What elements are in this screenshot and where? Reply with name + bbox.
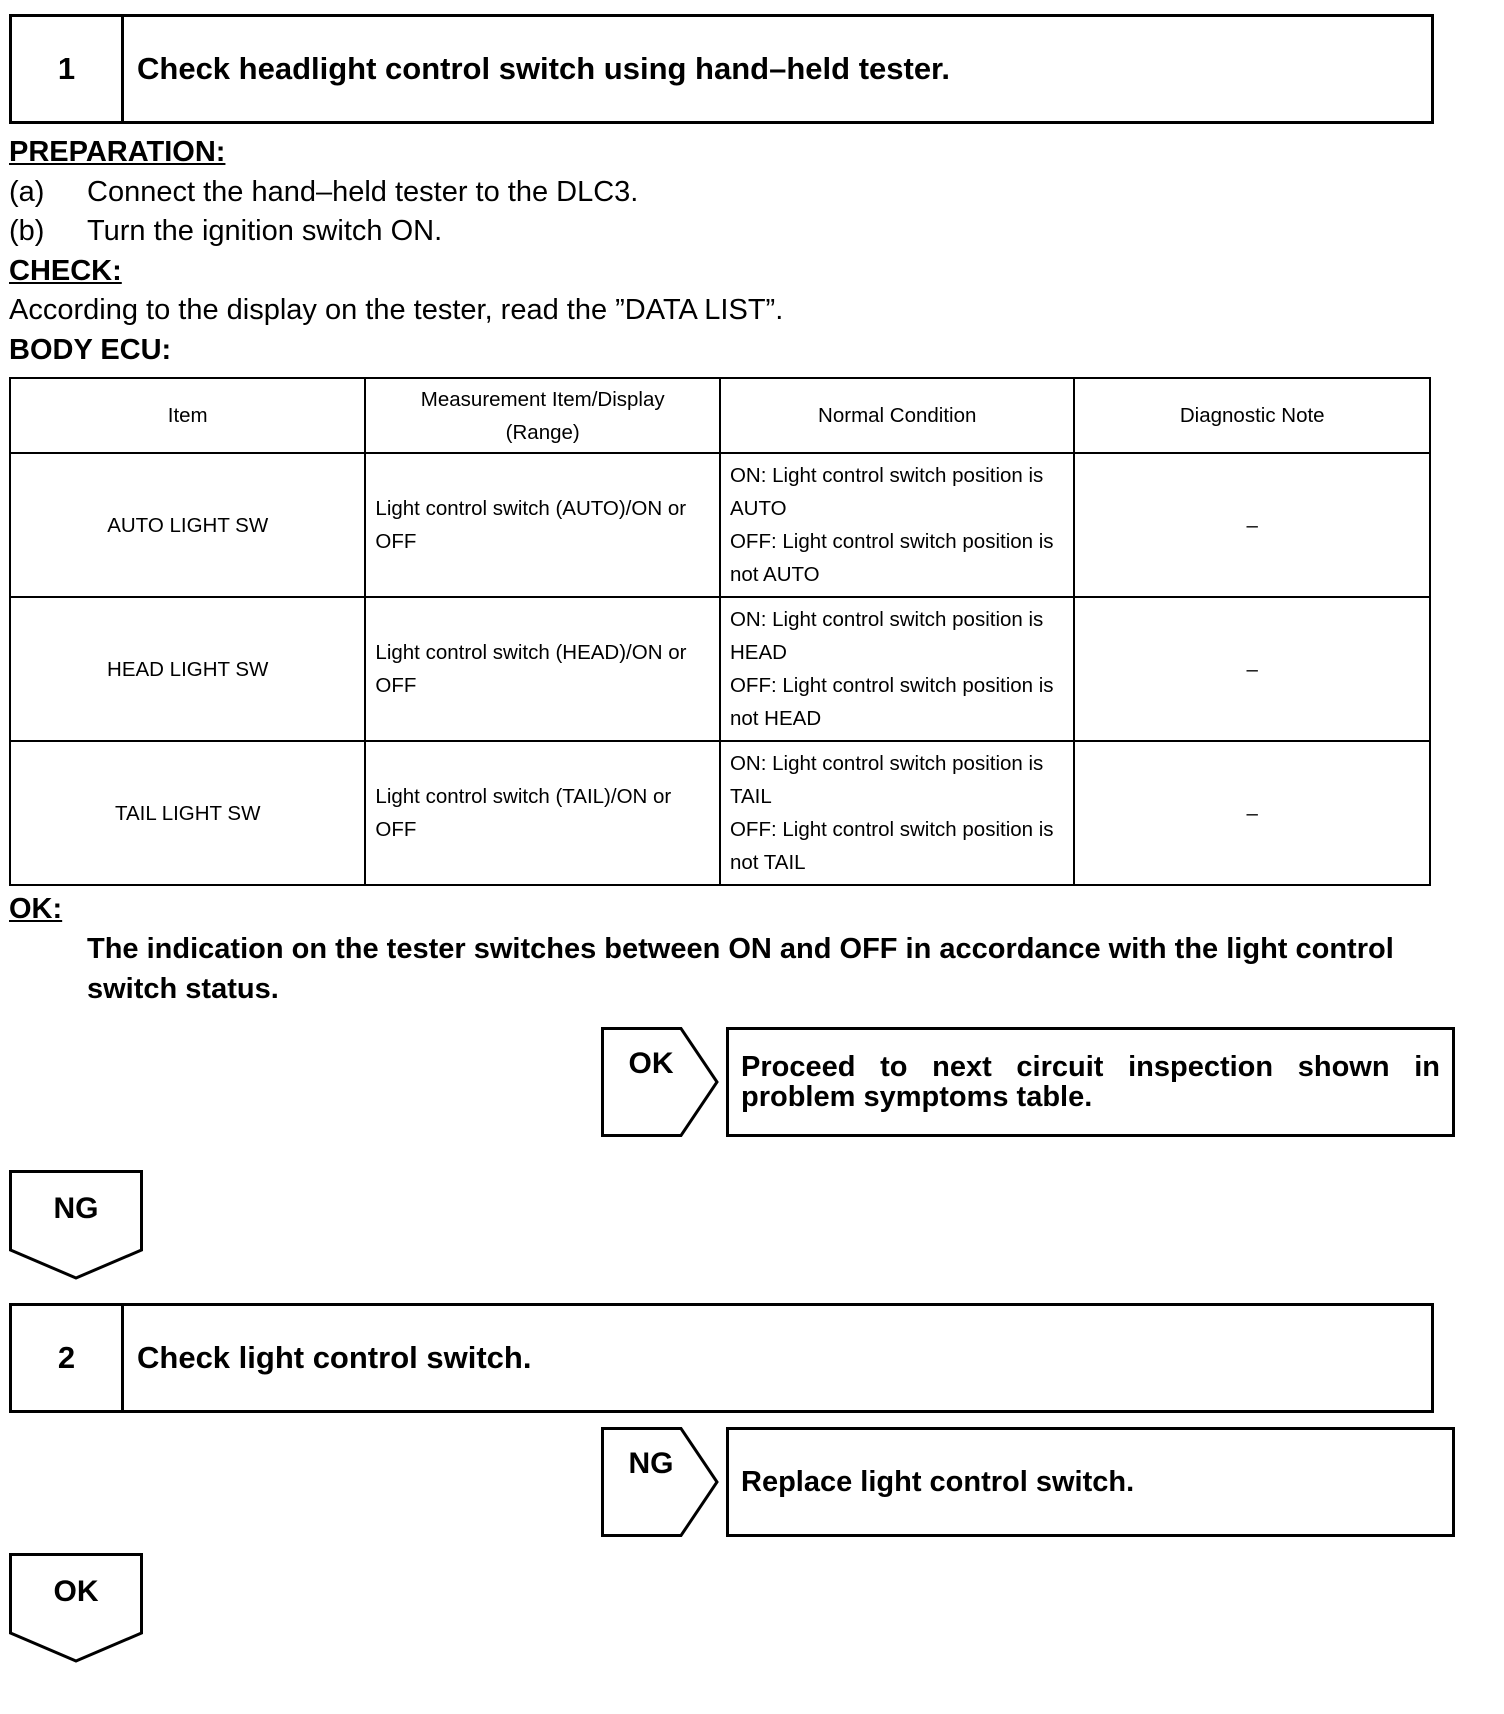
table-row [10,741,1430,885]
ng-arrow [601,1427,719,1537]
ng-arrow-label: NG [628,1447,674,1480]
prep-item-b [9,211,443,251]
header-measurement: Measurement Item/Display (Range) [365,378,720,453]
cell-measurement: Light control switch (TAIL)/ON or OFF [365,741,720,885]
cell-measurement: Light control switch (HEAD)/ON or OFF [365,597,720,741]
table-row [10,597,1430,741]
preparation-heading: PREPARATION: [9,136,226,168]
step-title: Check headlight control switch using hand–held tester. [137,51,951,86]
cell-normal-condition: ON: Light control switch position is HEAD OFF: Light control switch position is not HEAD [720,597,1074,741]
item-marker: (b) [9,215,45,247]
cell-item: TAIL LIGHT SW [10,741,365,885]
cell-item: HEAD LIGHT SW [10,597,365,741]
prep-item-a [9,172,639,212]
cell-note: – [1074,453,1430,597]
header-diagnostic-note: Diagnostic Note [1074,378,1430,453]
step-number: 1 [12,17,124,121]
table-header-row [10,378,1430,453]
cell-measurement: Light control switch (AUTO)/ON or OFF [365,453,720,597]
cell-normal-condition: ON: Light control switch position is TAIL OFF: Light control switch position is not TAIL [720,741,1074,885]
arrow-right-shape [601,1027,719,1137]
item-text: Connect the hand–held tester to the DLC3. [87,176,639,208]
item-marker: (a) [9,176,45,208]
item-text: Turn the ignition switch ON. [87,215,443,247]
cell-normal-condition: ON: Light control switch position is AUTO OFF: Light control switch position is not AUTO [720,453,1074,597]
ok-down-arrow [9,1553,143,1663]
ok-down-label: OK [53,1575,99,1608]
check-heading: CHECK: [9,255,122,287]
ng-down-arrow [9,1170,143,1280]
step-number: 2 [12,1306,124,1410]
cell-item: AUTO LIGHT SW [10,453,365,597]
cell-note: – [1074,741,1430,885]
ok-heading: OK: [9,893,63,925]
ok-arrow-label: OK [628,1047,674,1080]
step-2-header [9,1303,1434,1413]
arrow-right-shape [601,1427,719,1537]
ng-result-box: Replace light control switch. [726,1427,1455,1537]
step-1-header [9,14,1434,124]
data-list-table [9,377,1431,886]
ng-down-label: NG [53,1192,99,1225]
ok-arrow [601,1027,719,1137]
header-normal-condition: Normal Condition [720,378,1074,453]
ok-criteria-text: The indication on the tester switches between ON and OFF in accordance with the light control switch status. [87,933,1394,1005]
header-item: Item [10,378,365,453]
cell-note: – [1074,597,1430,741]
body-ecu-heading: BODY ECU: [9,334,172,366]
check-text: According to the display on the tester, read the ”DATA LIST”. [9,294,784,326]
step-title: Check light control switch. [137,1340,532,1375]
table-row [10,453,1430,597]
ok-result-box: Proceed to next circuit inspection shown in problem symptoms table. [726,1027,1455,1137]
